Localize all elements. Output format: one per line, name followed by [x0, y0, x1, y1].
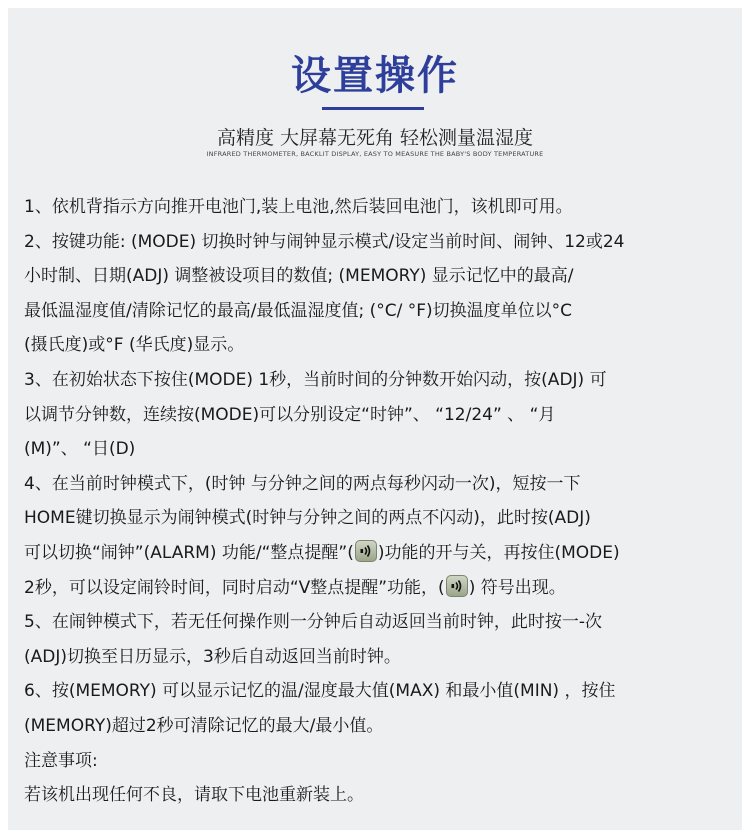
instruction-line [24, 571, 740, 606]
instruction-line: 4、在当前时钟模式下，(时钟 与分钟之间的两点每秒闪动一次)，短按一下 [24, 473, 581, 494]
instruction-text: 可以切换“闹钟”(ALARM) 功能/“整点提醒”( [24, 542, 354, 563]
instruction-line: HOME键切换显示为闹钟模式(时钟与分钟之间的两点不闪动)，此时按(ADJ) [24, 508, 591, 529]
title-underline [322, 107, 424, 110]
instruction-line: (ADJ)切换至日历显示，3秒后自动返回当前时钟。 [24, 646, 401, 667]
instruction-text: 2秒，可以设定闹铃时间，同时启动“V整点提醒”功能，( [24, 577, 445, 598]
instruction-line: 2、按键功能: (MODE) 切换时钟与闹钟显示模式/设定当前时间、闹钟、12或24 [24, 231, 625, 252]
instruction-line: (MEMORY)超过2秒可清除记忆的最大/最小值。 [24, 715, 384, 736]
instruction-line: 3、在初始状态下按住(MODE) 1秒，当前时间的分钟数开始闪动，按(ADJ) 可 [24, 369, 607, 390]
page-title: 设置操作 [291, 53, 459, 99]
instruction-line: 若该机出现任何不良，请取下电池重新装上。 [24, 785, 364, 806]
instructions-body [24, 190, 740, 813]
instruction-line: 5、在闹钟模式下，若无任何操作则一分钟后自动返回当前时钟，此时按一-次 [24, 612, 602, 633]
instruction-line: 以调节分钟数，连续按(MODE)可以分别设定“时钟”、 “12/24” 、 “月 [24, 404, 556, 425]
instruction-line: 小时制、日期(ADJ) 调整被设项目的数值; (MEMORY) 显示记忆中的最高/ [24, 266, 574, 287]
instruction-line: 最低温湿度值/清除记忆的最高/最低温湿度值; (°C/ °F)切换温度单位以°C [24, 300, 572, 321]
instruction-text: ) 符号出现。 [468, 577, 566, 598]
chime-signal-icon [446, 575, 468, 597]
instruction-line: (M)”、 “日(D) [24, 439, 136, 460]
instruction-line: 6、按(MEMORY) 可以显示记忆的温/湿度最大值(MAX) 和最小值(MIN) ，按住 [24, 681, 616, 702]
instruction-line: 1、依机背指示方向推开电池门,装上电池,然后装回电池门，该机即可用。 [24, 197, 573, 217]
subtitle: 高精度 大屏幕无死角 轻松测量温湿度 [216, 127, 534, 149]
notes-heading: 注意事项: [24, 750, 98, 771]
instruction-text: )功能的开与关，再按住(MODE) [377, 542, 620, 563]
subtitle-english: INFRARED THERMOMETER, BACKLIT DISPLAY, EASY TO MEASURE THE BABY'S BODY TEMPERATURE [206, 150, 544, 158]
chime-signal-icon [355, 540, 377, 562]
instruction-line: (摄氏度)或°F (华氏度)显示。 [24, 335, 245, 356]
instruction-line [24, 536, 740, 571]
